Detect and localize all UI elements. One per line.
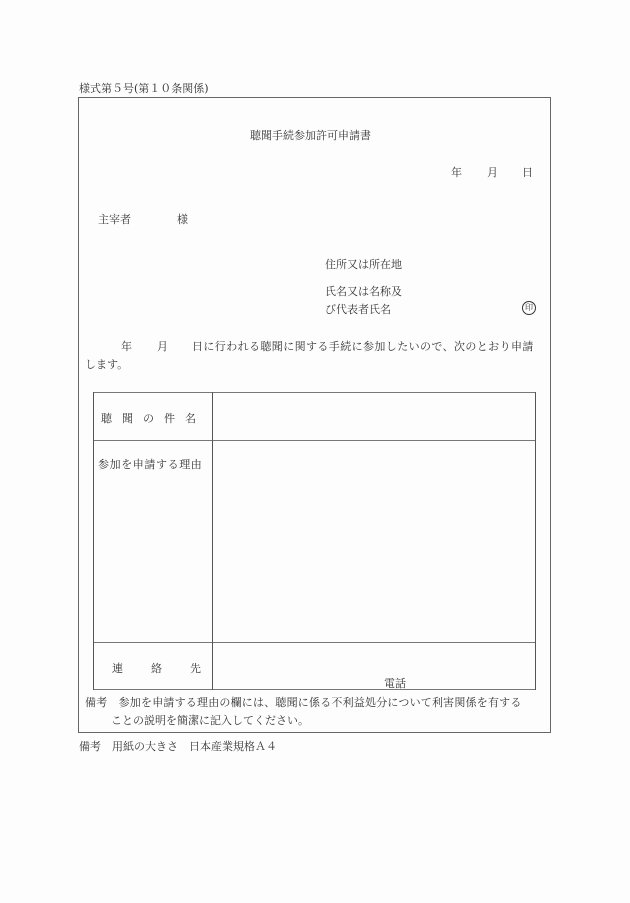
- seal-mark-icon: 印: [522, 301, 536, 315]
- row-label-hearing-subject: 聴聞の件名: [101, 412, 206, 425]
- contact-field[interactable]: [213, 643, 535, 689]
- phone-label: 電話: [384, 677, 406, 690]
- body-year: 年: [121, 340, 132, 353]
- date-year-label: 年: [451, 166, 462, 179]
- paper-size-note: 備考 用紙の大きさ 日本産業規格Ａ４: [79, 740, 277, 753]
- inner-note-line1: 備考 参加を申請する理由の欄には、聴聞に係る不利益処分について利害関係を有する: [85, 696, 522, 709]
- name-label-line2: び代表者氏名: [325, 303, 391, 316]
- addressee-label: 主宰者: [98, 213, 131, 226]
- body-month: 月: [157, 340, 168, 353]
- addressee-honorific: 様: [177, 213, 188, 226]
- table-border-right: [535, 392, 536, 690]
- hearing-subject-field[interactable]: [213, 393, 535, 440]
- form-title: 聴聞手続参加許可申請書: [250, 129, 371, 142]
- address-label: 住所又は所在地: [325, 258, 402, 271]
- row-label-contact: 連絡先: [112, 662, 229, 675]
- form-number-header: 様式第５号(第１０条関係): [79, 82, 209, 95]
- row-label-reason: 参加を申請する理由: [98, 458, 203, 471]
- body-line1: 日に行われる聴聞に関する手続に参加したいので、次のとおり申請: [192, 340, 534, 353]
- name-label-line1: 氏名又は名称及: [325, 285, 402, 298]
- reason-field[interactable]: [213, 441, 535, 642]
- table-border-left: [93, 392, 94, 690]
- inner-note-line2: ことの説明を簡潔に記入してください。: [111, 714, 309, 727]
- date-month-label: 月: [487, 166, 498, 179]
- body-line2: します。: [85, 358, 129, 371]
- table-border-bottom: [93, 689, 536, 690]
- date-day-label: 日: [522, 166, 533, 179]
